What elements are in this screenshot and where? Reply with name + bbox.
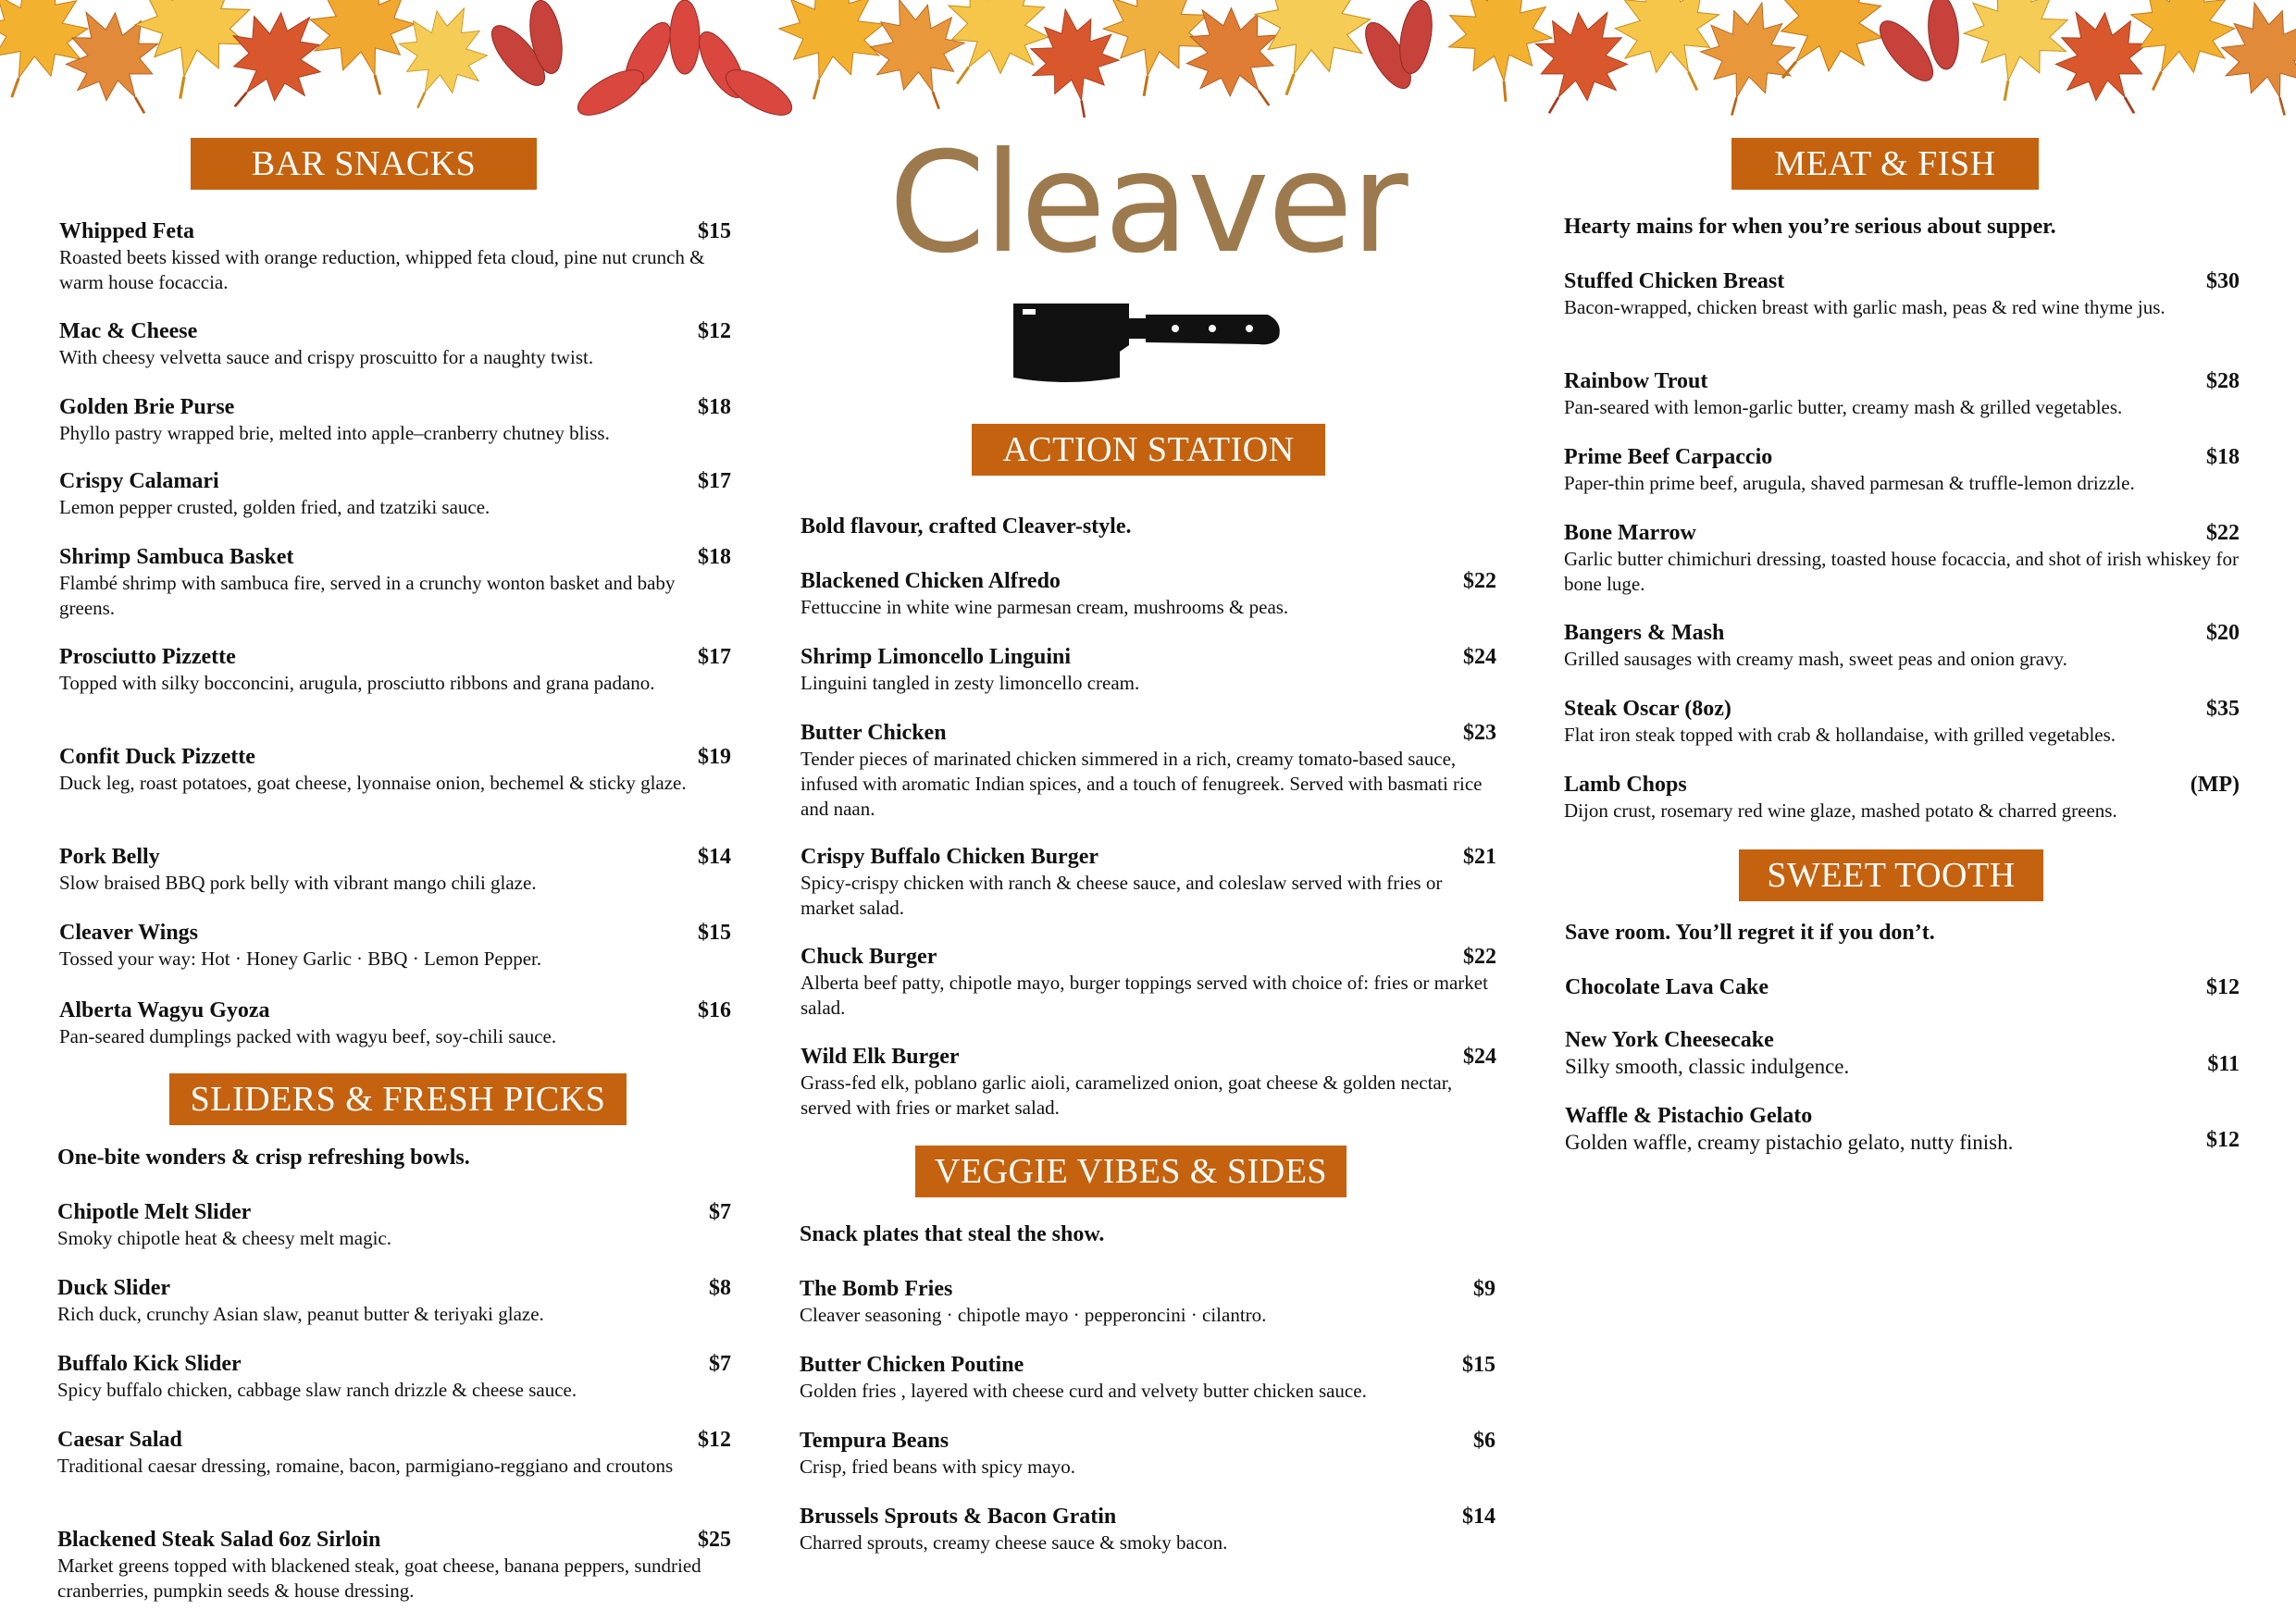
menu-item-name: Rainbow Trout	[1564, 369, 1708, 393]
menu-item-name: Crispy Buffalo Chicken Burger	[800, 845, 1099, 869]
menu-item-price: $17	[698, 645, 731, 669]
menu-item-name: Chuck Burger	[800, 945, 937, 969]
menu-item-description: Flambé shrimp with sambuca fire, served in a crunchy wonton basket and baby greens.	[59, 572, 676, 619]
menu-item-name: Bone Marrow	[1564, 521, 1696, 545]
menu-item-description: Slow braised BBQ pork belly with vibrant mango chili glaze.	[59, 872, 537, 894]
menu-item	[800, 1504, 1496, 1555]
menu-item-name: Lamb Chops	[1564, 773, 1687, 797]
menu-item-name: Confit Duck Pizzette	[59, 745, 255, 769]
menu-item-name: Prosciutto Pizzette	[59, 645, 236, 669]
menu-item-description: Paper-thin prime beef, arugula, shaved parmesan & truffle-lemon drizzle.	[1564, 472, 2135, 494]
menu-item-description: Roasted beets kissed with orange reduction, whipped feta cloud, pine nut crunch & warm house focaccia.	[59, 246, 705, 293]
menu-item-name: New York Cheesecake	[1565, 1028, 1774, 1052]
menu-item	[59, 544, 731, 621]
section-heading-action-station: ACTION STATION	[972, 424, 1325, 476]
section-heading-sliders: SLIDERS & FRESH PICKS	[169, 1073, 627, 1125]
menu-item-price: $12	[2206, 1128, 2240, 1152]
menu-item	[1564, 620, 2240, 672]
menu-item-price: $20	[2206, 621, 2240, 645]
section-heading-bar-snacks: BAR SNACKS	[191, 138, 537, 190]
menu-item	[800, 568, 1496, 620]
menu-item-price: $16	[698, 998, 731, 1022]
menu-item-price: (MP)	[2190, 773, 2240, 797]
menu-item-name: Duck Slider	[57, 1276, 171, 1300]
menu-item-name: Butter Chicken	[800, 721, 947, 745]
menu-item-description: Bacon-wrapped, chicken breast with garlic mash, peas & red wine thyme jus.	[1564, 296, 2166, 318]
menu-item-name: Steak Oscar (8oz)	[1564, 697, 1731, 721]
menu-item-description: Tender pieces of marinated chicken simmered in a rich, creamy tomato-based sauce, infused with aromatic Indian spices, and a touch of fenugreek. Served with basmati rice and naan.	[800, 748, 1483, 820]
menu-item-description: Silky smooth, classic indulgence.	[1565, 1055, 1850, 1078]
menu-item	[800, 1276, 1496, 1328]
menu-item-name: Pork Belly	[59, 845, 160, 869]
menu-item-price: $24	[1463, 645, 1496, 669]
menu-item-description: Flat iron steak topped with crab & hollandaise, with grilled vegetables.	[1564, 724, 2116, 746]
menu-item-price: $8	[709, 1276, 731, 1300]
menu-item	[59, 844, 731, 896]
menu-item-price: $18	[698, 395, 731, 419]
menu-item-description: Alberta beef patty, chipotle mayo, burger toppings served with choice of: fries or market salad.	[800, 972, 1488, 1019]
menu-item	[1564, 696, 2240, 748]
section-heading-veggie: VEGGIE VIBES & SIDES	[915, 1146, 1347, 1197]
menu-item	[800, 644, 1496, 696]
menu-item-name: Golden Brie Purse	[59, 395, 235, 419]
menu-item-price: $15	[1462, 1353, 1496, 1377]
menu-item-name: Shrimp Sambuca Basket	[59, 545, 294, 569]
menu-item-description: Cleaver seasoning · chipotle mayo · pepperoncini · cilantro.	[800, 1304, 1267, 1326]
menu-item-name: Waffle & Pistachio Gelato	[1565, 1104, 1813, 1128]
menu-item-price: $14	[1462, 1505, 1496, 1529]
menu-item-name: Buffalo Kick Slider	[57, 1352, 242, 1376]
menu-item	[800, 720, 1496, 822]
menu-item-price: $22	[2206, 521, 2240, 545]
menu-item-price: $9	[1473, 1277, 1496, 1301]
menu-item-price: $18	[2206, 445, 2240, 469]
menu-item-name: Alberta Wagyu Gyoza	[59, 998, 270, 1022]
menu-item-description: Rich duck, crunchy Asian slaw, peanut butter & teriyaki glaze.	[57, 1303, 544, 1325]
menu-item	[59, 744, 731, 796]
menu-item	[1564, 772, 2240, 824]
menu-item-name: Brussels Sprouts & Bacon Gratin	[800, 1505, 1117, 1529]
menu-item	[1564, 520, 2240, 597]
menu-item-price: $22	[1463, 569, 1496, 593]
section-heading-sweet-tooth: SWEET TOOTH	[1739, 849, 2043, 901]
menu-item-description: Spicy buffalo chicken, cabbage slaw ranch drizzle & cheese sauce.	[57, 1379, 577, 1401]
menu-item-description: Fettuccine in white wine parmesan cream, mushrooms & peas.	[800, 596, 1289, 618]
menu-item-price: $25	[698, 1528, 731, 1552]
menu-item-price: $15	[698, 921, 731, 945]
menu-item-price: $30	[2206, 269, 2240, 293]
menu-item-description: Linguini tangled in zesty limoncello cream.	[800, 672, 1140, 694]
menu-item	[1565, 1103, 2240, 1155]
menu-item-description: Pan-seared with lemon-garlic butter, creamy mash & grilled vegetables.	[1564, 396, 2123, 418]
menu-item	[57, 1351, 731, 1403]
meat-fish-intro: Hearty mains for when you’re serious about supper.	[1564, 215, 2056, 239]
menu-item	[1564, 368, 2240, 420]
menu-item-description: Spicy-crispy chicken with ranch & cheese sauce, and coleslaw served with fries or market salad.	[800, 872, 1443, 919]
menu-item-price: $11	[2207, 1052, 2240, 1076]
menu-item-name: Caesar Salad	[57, 1428, 182, 1452]
menu-item-description: Pan-seared dumplings packed with wagyu beef, soy-chili sauce.	[59, 1025, 557, 1047]
sliders-intro: One-bite wonders & crisp refreshing bowls.	[57, 1146, 470, 1170]
menu-item	[800, 944, 1496, 1021]
menu-item-price: $15	[698, 219, 731, 243]
menu-item	[57, 1427, 731, 1479]
menu-item-name: Stuffed Chicken Breast	[1564, 269, 1785, 293]
menu-item-description: Crisp, fried beans with spicy mayo.	[800, 1456, 1076, 1478]
action-station-intro: Bold flavour, crafted Cleaver-style.	[800, 514, 1132, 539]
menu-item	[800, 1428, 1496, 1480]
menu-item-name: Mac & Cheese	[59, 319, 198, 343]
menu-item-price: $7	[709, 1200, 731, 1224]
menu-item	[59, 644, 731, 696]
menu-item-name: Crispy Calamari	[59, 469, 219, 493]
menu-item-description: Tossed your way: Hot · Honey Garlic · BBQ · Lemon Pepper.	[59, 948, 542, 970]
menu-item-description: Traditional caesar dressing, romaine, bacon, parmigiano-reggiano and croutons	[57, 1455, 674, 1477]
menu-item-price: $14	[698, 845, 731, 869]
menu-item-price: $19	[698, 745, 731, 769]
menu-item-price: $22	[1463, 945, 1496, 969]
menu-item	[1565, 974, 2240, 1000]
menu-item-name: Shrimp Limoncello Linguini	[800, 645, 1072, 669]
menu-item	[57, 1275, 731, 1327]
menu-item-description: Golden fries , layered with cheese curd and velvety butter chicken sauce.	[800, 1380, 1367, 1402]
menu-item	[57, 1199, 731, 1251]
menu-item-description: Lemon pepper crusted, golden fried, and tzatziki sauce.	[59, 496, 490, 518]
menu-item-description: With cheesy velvetta sauce and crispy proscuitto for a naughty twist.	[59, 346, 594, 368]
menu-item-price: $12	[698, 1428, 731, 1452]
menu-item	[800, 844, 1496, 921]
menu-item-price: $23	[1463, 721, 1496, 745]
menu-item	[59, 394, 731, 446]
menu-item-name: Wild Elk Burger	[800, 1045, 960, 1069]
cleaver-knife-icon	[1009, 294, 1286, 387]
menu-item-description: Smoky chipotle heat & cheesy melt magic.	[57, 1227, 391, 1249]
menu-item-name: Cleaver Wings	[59, 921, 199, 945]
menu-item-name: Chipotle Melt Slider	[57, 1200, 252, 1224]
menu-item-name: Tempura Beans	[800, 1429, 949, 1453]
menu-item-description: Topped with silky bocconcini, arugula, prosciutto ribbons and grana padano.	[59, 672, 655, 694]
menu-item-description: Grilled sausages with creamy mash, sweet peas and onion gravy.	[1564, 648, 2067, 670]
menu-item-description: Dijon crust, rosemary red wine glaze, mashed potato & charred greens.	[1564, 799, 2117, 822]
menu-item	[1565, 1027, 2240, 1079]
menu-item-name: Chocolate Lava Cake	[1565, 975, 1769, 999]
menu-item	[57, 1527, 731, 1604]
menu-item-name: The Bomb Fries	[800, 1277, 953, 1301]
menu-item	[1564, 268, 2240, 320]
menu-item	[59, 318, 731, 370]
menu-item-price: $6	[1473, 1429, 1496, 1453]
menu-item-description: Market greens topped with blackened steak, goat cheese, banana peppers, sundried cranberries, pumpkin seeds & house dressing.	[57, 1555, 701, 1602]
menu-item	[1564, 444, 2240, 496]
menu-item-price: $7	[709, 1352, 731, 1376]
menu-item-price: $12	[698, 319, 731, 343]
menu-item-price: $18	[698, 545, 731, 569]
menu-item-price: $21	[1463, 845, 1496, 869]
autumn-leaves-border	[0, 0, 2296, 139]
veggie-intro: Snack plates that steal the show.	[800, 1222, 1105, 1246]
menu-item	[59, 468, 731, 520]
menu-item	[800, 1352, 1496, 1404]
menu-item-price: $12	[2206, 975, 2240, 999]
menu-item-name: Blackened Chicken Alfredo	[800, 569, 1061, 593]
menu-item-name: Prime Beef Carpaccio	[1564, 445, 1773, 469]
menu-item-name: Butter Chicken Poutine	[800, 1353, 1024, 1377]
menu-item-price: $35	[2206, 697, 2240, 721]
menu-item-name: Blackened Steak Salad 6oz Sirloin	[57, 1528, 381, 1552]
menu-item-description: Garlic butter chimichuri dressing, toasted house focaccia, and shot of irish whiskey for bone luge.	[1564, 548, 2239, 595]
section-heading-meat-fish: MEAT & FISH	[1731, 138, 2039, 190]
menu-item-description: Charred sprouts, creamy cheese sauce & smoky bacon.	[800, 1531, 1228, 1554]
menu-item-name: Whipped Feta	[59, 219, 195, 243]
brand-logo: Cleaver	[888, 123, 1407, 284]
menu-item-description: Phyllo pastry wrapped brie, melted into apple–cranberry chutney bliss.	[59, 422, 610, 444]
menu-item-description: Golden waffle, creamy pistachio gelato, nutty finish.	[1565, 1131, 2014, 1154]
menu-item-price: $28	[2206, 369, 2240, 393]
sweet-tooth-intro: Save room. You’ll regret it if you don’t.	[1565, 921, 1935, 945]
menu-item	[800, 1044, 1496, 1121]
menu-item-description: Grass-fed elk, poblano garlic aioli, caramelized onion, goat cheese & golden nectar, served with fries or market salad.	[800, 1072, 1453, 1119]
menu-item-name: Bangers & Mash	[1564, 621, 1725, 645]
menu-item-description: Duck leg, roast potatoes, goat cheese, lyonnaise onion, bechemel & sticky glaze.	[59, 772, 687, 794]
menu-item-price: $17	[698, 469, 731, 493]
menu-item-price: $24	[1463, 1045, 1496, 1069]
menu-item	[59, 997, 731, 1049]
menu-item	[59, 218, 731, 295]
menu-item	[59, 920, 731, 972]
